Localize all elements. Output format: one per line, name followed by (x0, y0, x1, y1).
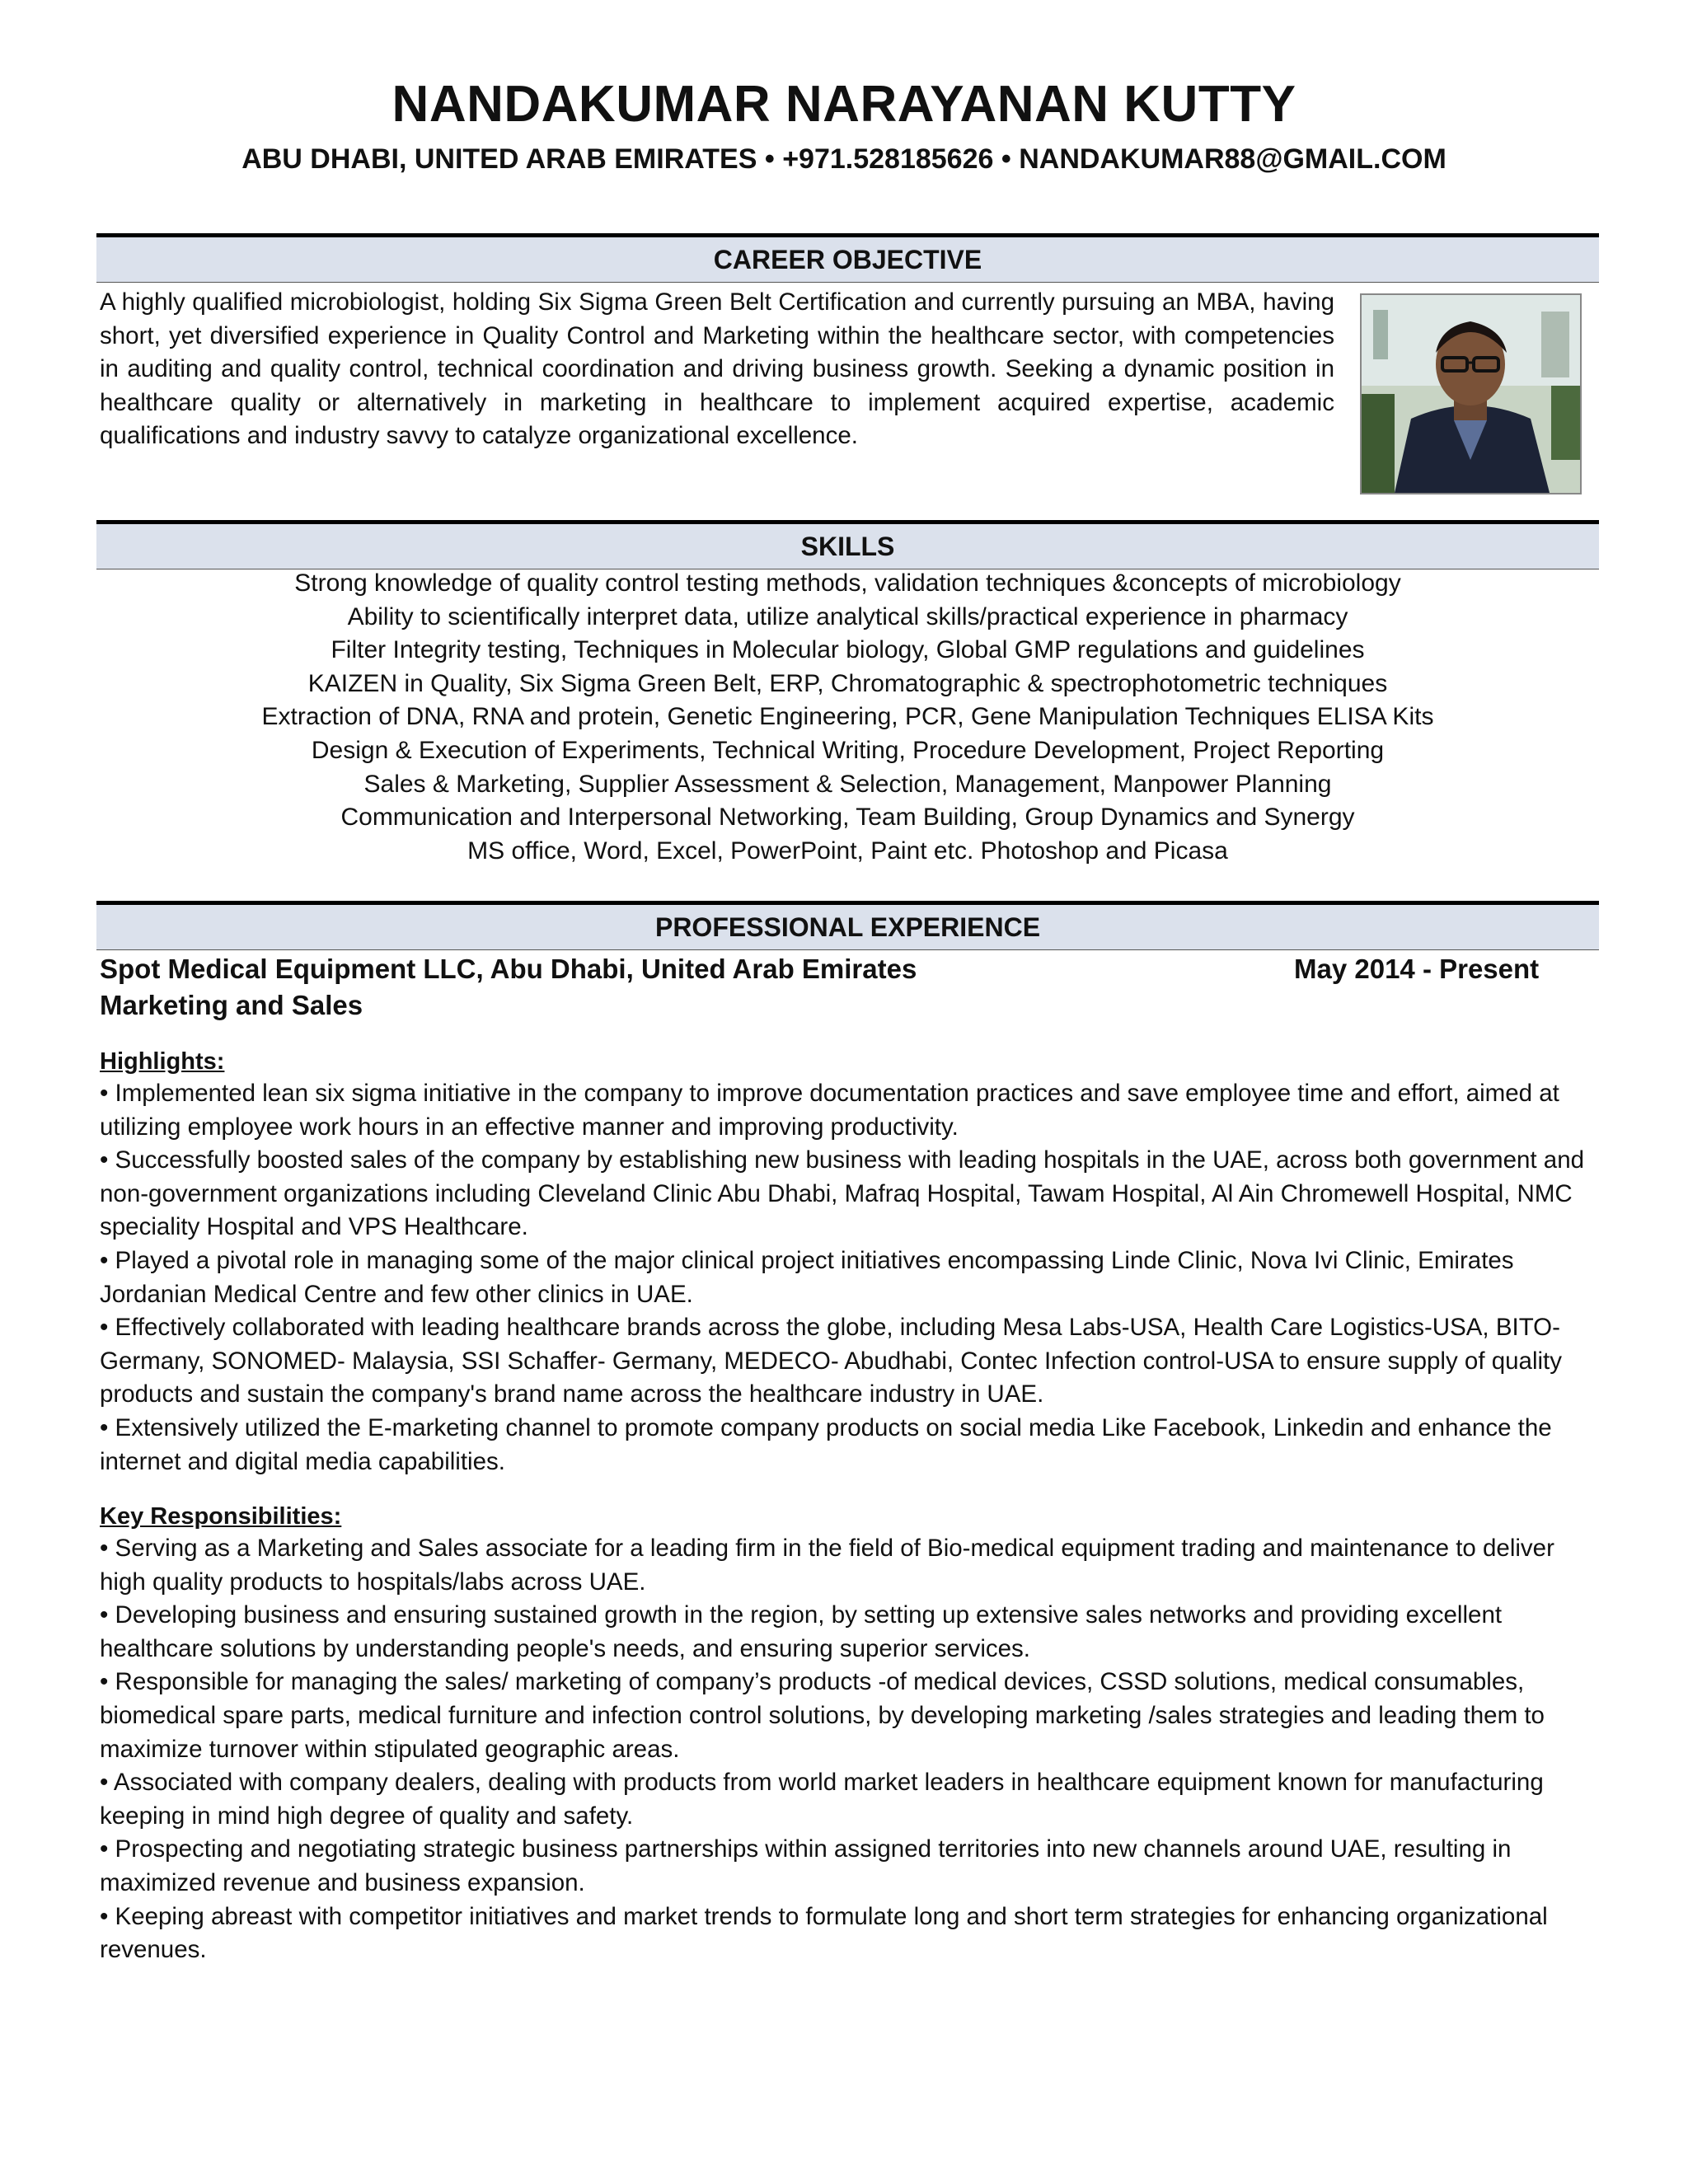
candidate-name: NANDAKUMAR NARAYANAN KUTTY (392, 76, 1296, 133)
skill-line: Communication and Interpersonal Networking, Team Building, Group Dynamics and Synergy (340, 804, 1355, 832)
skill-line: Extraction of DNA, RNA and protein, Genetic Engineering, PCR, Gene Manipulation Techniques ELISA Kits (261, 703, 1434, 731)
highlights-heading: Highlights: (100, 1048, 225, 1075)
skill-line: Sales & Marketing, Supplier Assessment & Selection, Management, Manpower Planning (363, 770, 1332, 798)
list-item: • Successfully boosted sales of the company by establishing new business with leading hospitals in the UAE, across both government and non-government organizations including Cleveland Clinic Abu Dhabi, Mafraq Hospital, Tawam Hospital, Al Ain Chromewell Hospital, NMC speciality Hospital and VPS Healthcare. (100, 1146, 1585, 1241)
list-item: • Associated with company dealers, dealing with products from world market leaders in healthcare equipment known for manufacturing keeping in mind high degree of quality and safety. (100, 1769, 1544, 1830)
skill-line: Ability to scientifically interpret data, utilize analytical skills/practical experience in pharmacy (347, 602, 1348, 630)
contact-line: ABU DHABI, UNITED ARAB EMIRATES • +971.528185626 • NANDAKUMAR88@GMAIL.COM (241, 143, 1447, 175)
list-item: • Serving as a Marketing and Sales associate for a leading firm in the field of Bio-medical equipment trading and maintenance to deliver high quality products to hospitals/labs across UAE. (100, 1535, 1554, 1596)
list-item: • Played a pivotal role in managing some of the major clinical project initiatives encompassing Linde Clinic, Nova Ivi Clinic, Emirates Jordanian Medical Centre and few other clinics in UAE. (100, 1246, 1514, 1308)
list-item: • Extensively utilized the E-marketing channel to promote company products on social media Like Facebook, Linkedin and enhance the internet and digital media capabilities. (100, 1413, 1552, 1475)
job-title: Marketing and Sales (100, 990, 363, 1020)
skill-line: MS office, Word, Excel, PowerPoint, Paint etc. Photoshop and Picasa (467, 837, 1228, 865)
job-dates: May 2014 - Present (1294, 954, 1540, 984)
job-company: Spot Medical Equipment LLC, Abu Dhabi, United Arab Emirates (100, 954, 917, 984)
section-skills: SKILLS (96, 520, 1599, 569)
list-item: • Keeping abreast with competitor initiatives and market trends to formulate long and short term strategies for enhancing organizational revenues. (100, 1902, 1548, 1964)
section-professional-experience: PROFESSIONAL EXPERIENCE (96, 901, 1599, 950)
skills-list (96, 567, 1599, 868)
profile-photo-icon (1362, 295, 1580, 493)
career-objective-text: A highly qualified microbiologist, holding Six Sigma Green Belt Certification and currently pursuing an MBA, having short, yet diversified experience in Quality Control and Marketing within the healthcare sector, with competencies in auditing and quality control, technical coordination and driving business growth. Seeking a dynamic position in healthcare quality or alternatively in marketing in healthcare to implement acquired expertise, academic qualifications and industry savvy to catalyze organizational excellence. (100, 288, 1334, 450)
list-item: • Prospecting and negotiating strategic business partnerships within assigned territories into new channels around UAE, resulting in maximized revenue and business expansion. (100, 1835, 1512, 1896)
skill-line: KAIZEN in Quality, Six Sigma Green Belt, ERP, Chromatographic & spectrophotometric techniques (307, 669, 1388, 697)
list-item: • Effectively collaborated with leading healthcare brands across the globe, including Mesa Labs-USA, Health Care Logistics-USA, BITO-Germany, SONOMED- Malaysia, SSI Schaffer- Germany, MEDECO- Abudhabi, Contec Infection control-USA to ensure supply of quality products and sustain the company's brand name across the healthcare industry in UAE. (100, 1314, 1563, 1408)
section-career-objective: CAREER OBJECTIVE (96, 233, 1599, 283)
list-item: • Implemented lean six sigma initiative in the company to improve documentation practices and save employee time and effort, aimed at utilizing employee work hours in an effective manner and improving productivity. (100, 1080, 1559, 1141)
responsibilities-heading: Key Responsibilities: (100, 1503, 342, 1530)
profile-photo (1360, 293, 1582, 494)
highlights-list (100, 1077, 1592, 1479)
list-item: • Developing business and ensuring sustained growth in the region, by setting up extensive sales networks and providing excellent healthcare solutions by understanding people's needs, and ensuring superior services. (100, 1601, 1503, 1662)
skill-line: Filter Integrity testing, Techniques in Molecular biology, Global GMP regulations and guidelines (331, 636, 1365, 664)
skill-line: Strong knowledge of quality control testing methods, validation techniques &concepts of microbiology (294, 569, 1401, 597)
list-item: • Responsible for managing the sales/ marketing of company’s products -of medical devices, CSSD solutions, medical consumables, biomedical spare parts, medical furniture and infection control solutions, by developing marketing /sales strategies and leading them to maximize turnover within stipulated geographic areas. (100, 1668, 1545, 1763)
skill-line: Design & Execution of Experiments, Technical Writing, Procedure Development, Project Reporting (311, 736, 1385, 764)
responsibilities-list (100, 1532, 1592, 1967)
